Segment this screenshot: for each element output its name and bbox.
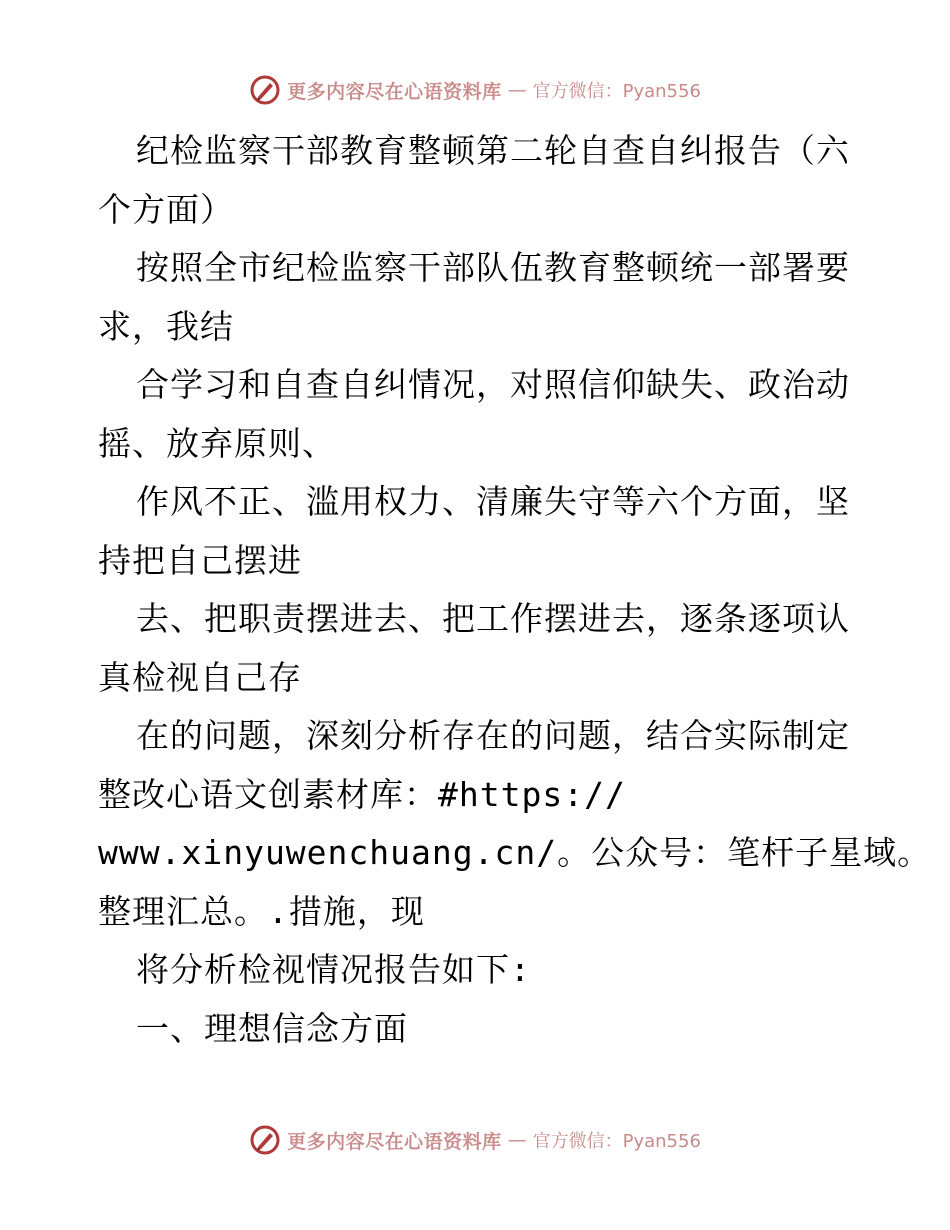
watermark-text: 更多内容尽在心语资料库 [287,1130,502,1153]
title-line-2: 个方面） [98,189,234,229]
paragraph-line: 按照全市纪检监察干部队伍教育整顿统一部署要 [136,248,850,287]
paragraph-line: 将分析检视情况报告如下: [136,950,531,989]
watermark-separator: — [507,79,527,101]
paragraph-line: 求，我结 [98,306,234,346]
footer-watermark-inner [249,1124,701,1156]
paragraph-line: www.xinyuwenchuang.cn/。公众号：笔杆子星域。 [98,833,932,872]
header-watermark [0,70,950,110]
pen-logo-icon [249,74,281,106]
paragraph-line: 去、把职责摆进去、把工作摆进去，逐条逐项认 [136,599,850,638]
paragraph-line: 作风不正、滥用权力、清廉失守等六个方面，坚 [136,482,850,521]
section-heading: 一、理想信念方面 [136,1008,408,1048]
header-watermark-inner [249,74,701,106]
title-line-1: 纪检监察干部教育整顿第二轮自查自纠报告（六 [136,131,850,170]
pen-logo-icon [249,1124,281,1156]
paragraph-line: 整改心语文创素材库：#https:// [98,774,626,814]
watermark-separator: — [507,1129,527,1151]
paragraph-line: 持把自己摆进 [98,540,302,580]
watermark-text: 更多内容尽在心语资料库 [287,80,502,103]
paragraph-line: 摇、放弃原则、 [98,423,336,463]
paragraph-line: 在的问题，深刻分析存在的问题，结合实际制定 [136,716,850,755]
footer-watermark [0,1120,950,1160]
paragraph-line: 真检视自己存 [98,657,302,697]
watermark-contact: 官方微信：Pyan556 [532,81,701,102]
document-body [98,122,932,1058]
watermark-contact: 官方微信：Pyan556 [532,1131,701,1152]
paragraph-line: 合学习和自查自纠情况，对照信仰缺失、政治动 [136,365,850,404]
paragraph-line: 整理汇总。.措施，现 [98,891,425,931]
